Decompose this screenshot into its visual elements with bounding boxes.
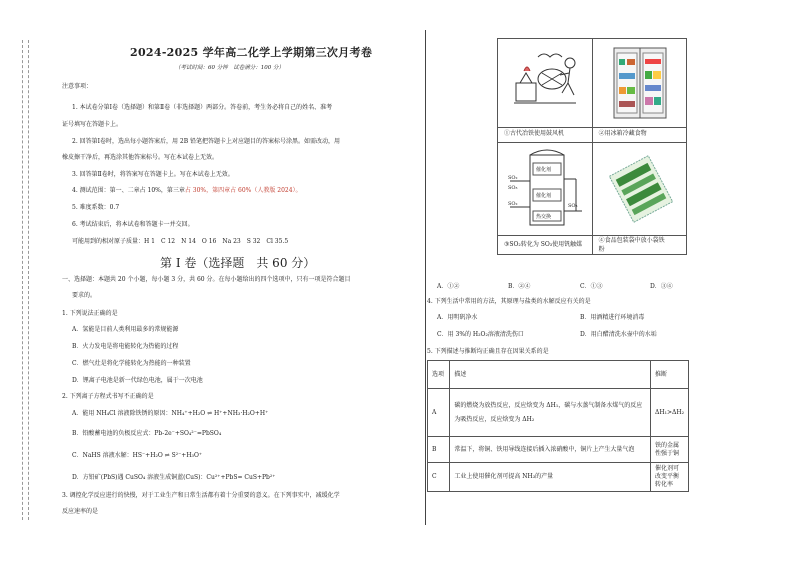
question-stem: 1. 下列说法正确的是 bbox=[62, 310, 118, 317]
question-stem: 2. 下列离子方程式书写不正确的是 bbox=[62, 393, 154, 400]
diagram-label: SO₂ bbox=[508, 175, 518, 181]
row-label: B bbox=[428, 437, 450, 463]
section-title: 第 I 卷（选择题 共 60 分） bbox=[160, 256, 316, 270]
refrigerator-icon bbox=[613, 47, 667, 119]
grid-cell-4 bbox=[592, 143, 686, 236]
diagram-label: SO₃ bbox=[568, 203, 578, 209]
note-line: 可能用到的相对原子质量：H 1 C 12 N 14 O 16 Na 23 S 32 Cl 35.5 bbox=[72, 238, 289, 245]
exam-title: 2024-2025 学年高二化学上学期第三次月考卷 bbox=[130, 46, 373, 59]
catalytic-converter-diagram bbox=[506, 149, 586, 233]
caption-text: ③SO₂转化为 SO₃使用钒触媒 bbox=[504, 241, 583, 248]
header-desc: 描述 bbox=[450, 361, 651, 389]
caption-text: ①古代冶铁使用鼓风机 bbox=[504, 130, 565, 137]
grid-cell-3 bbox=[498, 143, 593, 236]
table-row bbox=[428, 389, 689, 437]
table-row bbox=[428, 463, 689, 492]
option-c: C．用 3%的 H₂O₂溶液清洗伤口 bbox=[437, 331, 524, 338]
option-d: D．锂离子电池是新一代绿色电池，属于一次电池 bbox=[72, 377, 203, 384]
option-a: A．能用 NH₄Cl 溶液除铁锈的原因：NH₄⁺+H₂O ⇌ H⁺+NH₃·H₂O+H⁺ bbox=[72, 410, 269, 417]
row-infer: ΔH₁>ΔH₂ bbox=[651, 389, 689, 437]
option-d: D．③④ bbox=[650, 283, 673, 290]
note-line: 2. 回答第Ⅰ卷时，选出每小题答案后，用 2B 铅笔把答题卡上对应题目的答案标号涂黑。如需改动，用 bbox=[72, 138, 341, 145]
column-divider bbox=[425, 30, 426, 525]
diagram-label: 催化剂 bbox=[536, 193, 552, 199]
notes-heading: 注意事项： bbox=[62, 83, 93, 90]
binding-line bbox=[28, 40, 29, 520]
exam-subtitle: （考试时间：60 分钟 试卷满分：100 分） bbox=[175, 65, 284, 71]
header-infer: 推断 bbox=[651, 361, 689, 389]
section-instruction: 一、选择题：本题共 20 个小题，每小题 3 分，共 60 分。在每小题给出的四个选项中，只有一项是符合题目 bbox=[62, 276, 351, 283]
option-a: A．氢能是目前人类利用最多的常规能源 bbox=[72, 326, 179, 333]
option-a: A．①② bbox=[437, 283, 460, 290]
iron-powder-packet-icon bbox=[609, 153, 673, 225]
option-d: D．方铅矿(PbS)遇 CuSO₄ 溶液生成铜蓝(CuS)：Cu²⁺+PbS= CuS+Pb²⁺ bbox=[72, 474, 276, 481]
grid-caption-4 bbox=[592, 236, 686, 255]
question-stem: 反应速率的是 bbox=[62, 508, 99, 515]
bellows-illustration-icon bbox=[512, 49, 578, 109]
row-desc bbox=[450, 389, 651, 437]
scope-text: 4. 测试范围：第一、二章占 10%，第三章 bbox=[72, 187, 185, 194]
question-stem: 4. 下列生活中常用的方法，其原理与盐类的水解反应有关的是 bbox=[427, 298, 591, 305]
diagram-label: SO₃ bbox=[508, 185, 518, 191]
caption-text: 粉 bbox=[598, 246, 605, 253]
question-stem: 3. 调控化学反应进行的快慢，对于工业生产和日常生活都有着十分重要的意义。在下列事实中，减缓化学 bbox=[62, 492, 340, 499]
option-d: D．用白醋清洗水壶中的水垢 bbox=[580, 331, 657, 338]
diagram-label: 热交换 bbox=[536, 214, 552, 220]
desc-line: 碳的燃烧为放热反应，反应焓变为 ΔH₁，碳与水蒸气制备水煤气的反应 bbox=[454, 401, 643, 409]
row-infer: 铁的金属性强于铜 bbox=[651, 437, 689, 463]
row-label: C bbox=[428, 463, 450, 492]
option-b: B．②④ bbox=[508, 283, 531, 290]
row-label: A bbox=[428, 389, 450, 437]
binding-line bbox=[22, 40, 23, 520]
grid-caption-3 bbox=[498, 236, 593, 255]
diagram-label: SO₂ bbox=[508, 201, 518, 207]
note-line: 橡皮擦干净后，再选涂其他答案标号。写在本试卷上无效。 bbox=[62, 154, 219, 161]
option-a: A．用明矾净水 bbox=[437, 314, 478, 321]
note-line: 3. 回答第Ⅱ卷时，将答案写在答题卡上。写在本试卷上无效。 bbox=[72, 171, 234, 178]
table-row bbox=[428, 437, 689, 463]
caption-text: ②用冰箱冷藏食物 bbox=[598, 130, 647, 137]
note-line: 5. 难度系数：0.7 bbox=[72, 204, 120, 211]
row-desc: 常温下，将铜、铁用导线连接后插入浓硝酸中，铜片上产生大量气泡 bbox=[450, 437, 651, 463]
section-instruction: 要求的。 bbox=[72, 292, 97, 299]
grid-caption-2 bbox=[592, 128, 686, 143]
q5-table bbox=[427, 360, 689, 492]
grid-cell-2 bbox=[592, 39, 686, 128]
table-header-row bbox=[428, 361, 689, 389]
option-b: B．用酒精进行环境消毒 bbox=[580, 314, 645, 321]
note-scope bbox=[72, 187, 302, 195]
question-stem: 5. 下列描述与推断均正确且存在因果关系的是 bbox=[427, 348, 549, 355]
row-infer: 催化剂可改变平衡转化率 bbox=[651, 463, 689, 492]
option-c: C．①③ bbox=[580, 283, 603, 290]
grid-caption-1 bbox=[498, 128, 593, 143]
header-option: 选项 bbox=[428, 361, 450, 389]
option-b: B．铅酸蓄电池的负极反应式：Pb-2e⁻+SO₄²⁻=PbSO₄ bbox=[72, 430, 222, 437]
caption-text: ④食品包装袋中放小袋铁 bbox=[598, 237, 665, 244]
diagram-label: 催化剂 bbox=[536, 167, 552, 173]
option-b: B．火力发电是将电能转化为热能的过程 bbox=[72, 343, 179, 350]
row-desc: 工业上使用催化剂可提高 NH₃的产量 bbox=[450, 463, 651, 492]
note-line: 证号填写在答题卡上。 bbox=[62, 121, 123, 128]
note-line: 1. 本试卷分第Ⅰ卷（选择题）和第Ⅱ卷（非选择题）两部分。答卷前，考生务必将自己的姓名、准考 bbox=[72, 104, 333, 111]
q3-image-grid bbox=[497, 38, 687, 255]
scope-highlight: 占 30%，第四章占 60%（人教版 2024）。 bbox=[184, 187, 302, 194]
option-c: C．NaHS 溶液水解：HS⁻+H₂O ⇌ S²⁻+H₃O⁺ bbox=[72, 452, 203, 459]
grid-cell-1 bbox=[498, 39, 593, 128]
note-line: 6. 考试结束后，将本试卷和答题卡一并交回。 bbox=[72, 221, 194, 228]
desc-line: 为吸热反应，反应焓变为 ΔH₂ bbox=[454, 415, 535, 423]
option-c: C．燃气灶是将化学能转化为热能的一种装置 bbox=[72, 360, 191, 367]
